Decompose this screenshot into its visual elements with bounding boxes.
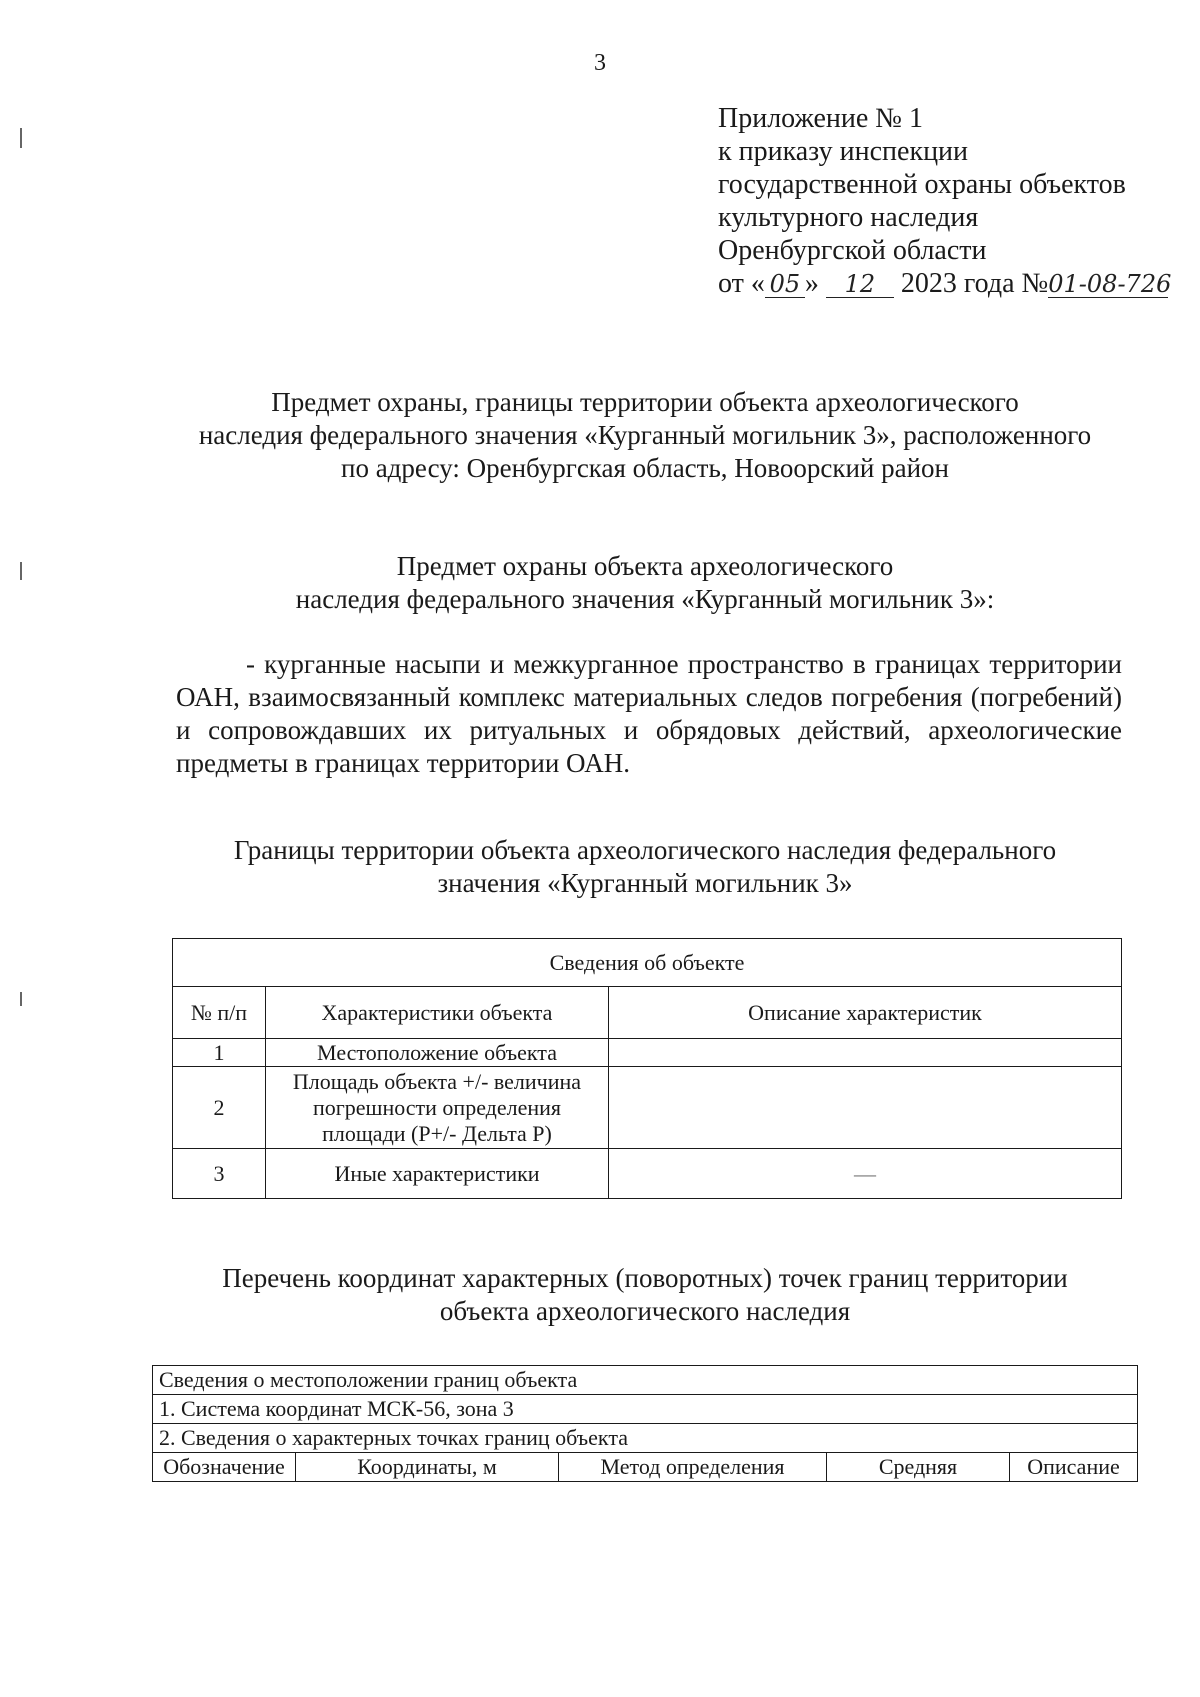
column-header: Описание характеристик xyxy=(609,987,1122,1039)
column-header: Описание xyxy=(1010,1453,1138,1482)
main-title xyxy=(160,386,1130,485)
row-characteristic: Площадь объекта +/- величина погрешности определения площади (P+/- Дельта P) xyxy=(266,1067,609,1149)
table-row xyxy=(173,1067,1122,1149)
row-description: — xyxy=(609,1149,1122,1199)
coords-title-line: объекта археологического наследия xyxy=(439,1296,851,1326)
coordinate-system-row: 1. Система координат МСК-56, зона 3 xyxy=(153,1395,1138,1424)
borders-title-line: значения «Курганный могильник 3» xyxy=(437,868,853,898)
object-info-table xyxy=(172,938,1122,1199)
row-description xyxy=(609,1039,1122,1067)
order-date-line xyxy=(718,267,1172,300)
coordinates-table xyxy=(152,1365,1138,1482)
subject-paragraph xyxy=(176,648,1122,780)
appendix-line: Оренбургской области xyxy=(718,235,987,266)
appendix-block xyxy=(718,102,1172,300)
column-header: Координаты, м xyxy=(296,1453,559,1482)
column-header: Обозначение xyxy=(153,1453,296,1482)
table-caption: Сведения об объекте xyxy=(173,939,1122,987)
coords-title-line: Перечень координат характерных (поворотных) точек границ территории xyxy=(222,1263,1068,1293)
subject-title xyxy=(160,550,1130,616)
date-mid: » xyxy=(804,268,826,299)
scan-mark xyxy=(20,992,22,1006)
row-number: 3 xyxy=(173,1149,266,1199)
year-text: 2023 года № xyxy=(893,268,1049,299)
scan-mark xyxy=(20,128,22,148)
points-info-row: 2. Сведения о характерных точках границ объекта xyxy=(153,1424,1138,1453)
row-characteristic: Иные характеристики xyxy=(266,1149,609,1199)
subject-title-line: наследия федерального значения «Курганный могильник 3»: xyxy=(295,584,995,614)
subject-title-line: Предмет охраны объекта археологического xyxy=(396,551,894,581)
column-header: № п/п xyxy=(173,987,266,1039)
location-info-row: Сведения о местоположении границ объекта xyxy=(153,1366,1138,1395)
row-description xyxy=(609,1067,1122,1149)
appendix-line: государственной охраны объектов xyxy=(718,169,1126,200)
row-characteristic: Местоположение объекта xyxy=(266,1039,609,1067)
handwritten-number: 01-08-726 xyxy=(1048,270,1172,298)
main-title-line: по адресу: Оренбургская область, Новоорский район xyxy=(341,453,949,483)
row-number: 1 xyxy=(173,1039,266,1067)
date-prefix: от « xyxy=(718,268,765,299)
column-header: Характеристики объекта xyxy=(266,987,609,1039)
subject-text: - курганные насыпи и межкурганное пространство в границах территории ОАН, взаимосвязанный комплекс материальных следов погребения (погребений) и сопровождавших их ритуальных и обрядовых действий, археологические предметы в границах территории ОАН. xyxy=(176,649,1122,778)
coords-title xyxy=(160,1262,1130,1328)
handwritten-month: 12 xyxy=(826,271,894,298)
borders-title xyxy=(160,834,1130,900)
appendix-line: Приложение № 1 xyxy=(718,103,923,134)
page-number: 3 xyxy=(594,50,606,76)
appendix-line: к приказу инспекции xyxy=(718,136,969,167)
handwritten-day: 05 xyxy=(765,271,805,298)
borders-title-line: Границы территории объекта археологического наследия федерального xyxy=(233,835,1057,865)
table-row xyxy=(173,1149,1122,1199)
main-title-line: наследия федерального значения «Курганный могильник 3», расположенного xyxy=(198,420,1092,450)
main-title-line: Предмет охраны, границы территории объекта археологического xyxy=(271,387,1019,417)
scan-mark xyxy=(20,562,22,580)
appendix-line: культурного наследия xyxy=(718,202,979,233)
column-header: Метод определения xyxy=(559,1453,827,1482)
table-row xyxy=(173,1039,1122,1067)
row-number: 2 xyxy=(173,1067,266,1149)
column-header: Средняя xyxy=(827,1453,1010,1482)
